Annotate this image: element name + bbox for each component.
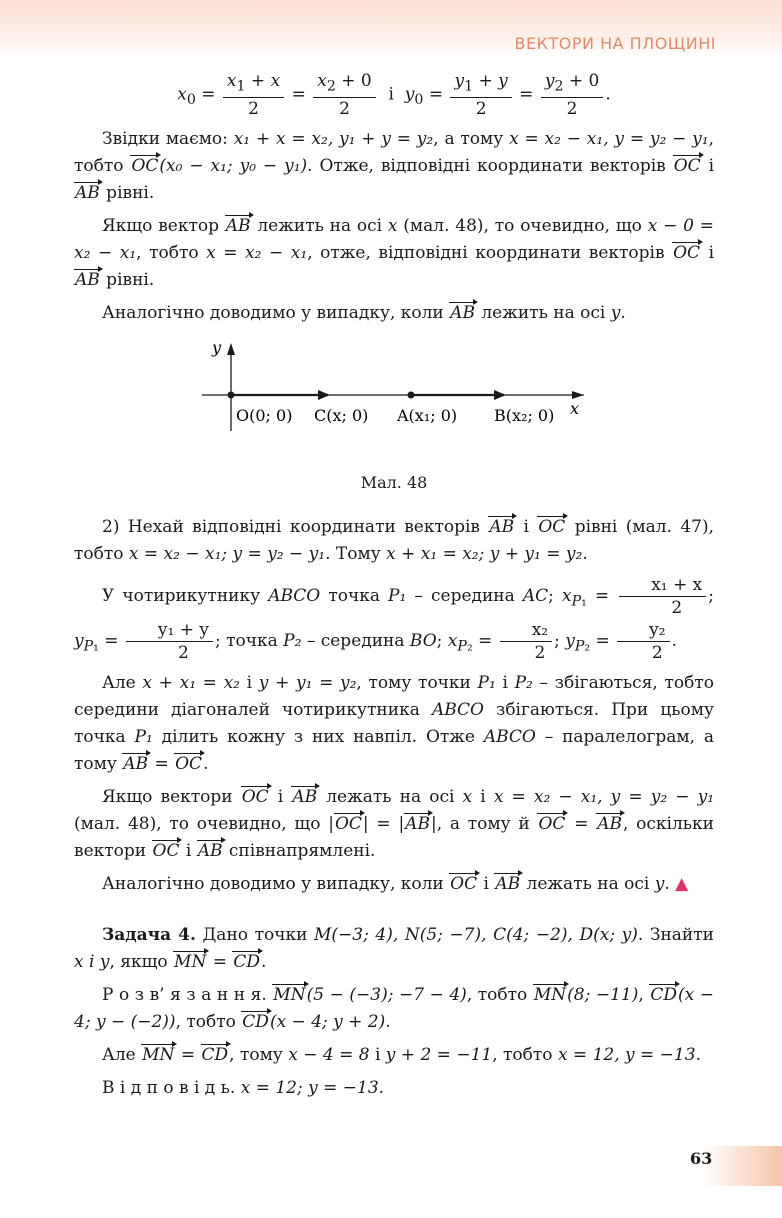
- vector-ab-arrow: [494, 390, 506, 400]
- point-a: [408, 392, 415, 399]
- page-tab: [702, 1146, 782, 1186]
- paragraph-7: Якщо вектори OC і AB лежать на осі x і x = x₂ − x₁, y = y₂ − y₁ (мал. 48), то очевидно, що |OC| = |AB|, а тому й OC = AB, оскільки вектори OC і AB співнапрямлені.: [74, 787, 715, 862]
- point-o: [228, 392, 235, 399]
- paragraph-1: Звідки маємо: x₁ + x = x₂, y₁ + y = y₂, а тому x = x₂ − x₁, y = y₂ − y₁, тобто OC(x₀ − x₁; y₀ − y₁). Отже, відповідні координати векторів OC і AB рівні.: [74, 129, 715, 204]
- solution-2: Але MN = CD, тому x − 4 = 8 і y + 2 = −11, тобто x = 12, y = −13.: [102, 1045, 701, 1066]
- chapter-title: ВЕКТОРИ НА ПЛОЩИНІ: [514, 34, 716, 53]
- frac: $\frac{y_1 + y}{2}$: [450, 70, 511, 120]
- figure-48-svg: [74, 335, 714, 465]
- label-o: O(0; 0): [236, 406, 293, 426]
- solution: Р о з в’ я з а н н я. MN(5 − (−3); −7 − 4), тобто MN(8; −11), CD(x − 4; y − (−2)), тобто CD(x − 4; y + 2).: [74, 985, 714, 1033]
- y-axis-arrow: [227, 343, 235, 355]
- paragraph-5: У чотирикутнику ABCO точка P₁ – середина AC; $x_{P_1}$ = $\frac{\text{x₁ + x}}{2}$ ; $y_{P_1}$ = $\frac{\text{y₁ + y}}{2}$ ; точка P₂ – середина BO; $x_{P_2}$ = $\frac{\text{x₂}}{2}$ ; $y_{P_2}$ = $\frac{\text{y₂}}{2}$ .: [74, 575, 714, 664]
- label-b: B(x₂; 0): [494, 406, 555, 426]
- frac-yp1: $\frac{\text{y₁ + y}}{2}$: [126, 619, 213, 664]
- paragraph-8: Аналогічно доводимо у випадку, коли OC і AB лежать на осі y. ▲: [102, 874, 689, 895]
- frac: $\frac{x_1 + x}{2}$: [223, 70, 284, 120]
- vector-oc-arrow: [318, 390, 330, 400]
- figure-48: [74, 335, 714, 465]
- formula-midpoint: $x_0$ = $\frac{x_1 + x}{2}$ = $\frac{x_2 + 0}{2}$ і $y_0$ = $\frac{y_1 + y}{2}$ = $\frac{y_2 + 0}{2}$ .: [177, 71, 611, 120]
- label-a: A(x₁; 0): [397, 406, 458, 426]
- frac-yp2: $\frac{\text{y₂}}{2}$: [617, 619, 669, 664]
- end-of-proof-icon: ▲: [675, 874, 689, 895]
- paragraph-2: Якщо вектор AB лежить на осі x (мал. 48), то очевидно, що x − 0 = x₂ − x₁, тобто x = x₂ − x₁, отже, відповідні координати векторів OC і AB рівні.: [74, 216, 715, 291]
- paragraph-4: 2) Нехай відповідні координати векторів AB і OC рівні (мал. 47), тобто x = x₂ − x₁; y = y₂ − y₁. Тому x + x₁ = x₂; y + y₁ = y₂.: [74, 517, 715, 565]
- task-4: Задача 4. Дано точки M(−3; 4), N(5; −7), C(4; −2), D(x; y). Знайти x і y, якщо MN = CD.: [74, 925, 715, 973]
- page-content: [74, 70, 714, 1102]
- x-axis-arrow: [572, 391, 584, 399]
- axis-y-label: y: [212, 338, 222, 358]
- frac: $\frac{y_2 + 0}{2}$: [541, 70, 604, 120]
- figure-caption: Мал. 48: [360, 473, 428, 493]
- answer: В і д п о в і д ь. x = 12; y = −13.: [102, 1078, 385, 1099]
- axis-x-label: x: [570, 399, 580, 419]
- paragraph-3: Аналогічно доводимо у випадку, коли AB лежить на осі y.: [102, 303, 626, 324]
- frac: $\frac{x_2 + 0}{2}$: [313, 70, 375, 120]
- page-number: 63: [690, 1149, 713, 1168]
- label-c: C(x; 0): [314, 406, 369, 426]
- paragraph-6: Але x + x₁ = x₂ і y + y₁ = y₂, тому точки P₁ і P₂ – збігаються, тобто середини діагоналей чотирикутника ABCO збігаються. При цьому точка P₁ ділить кожну з них навпіл. Отже ABCO – паралелограм, а тому AB = OC.: [74, 673, 715, 775]
- frac-xp1: $\frac{\text{x₁ + x}}{2}$: [619, 574, 706, 619]
- frac-xp2: $\frac{\text{x₂}}{2}$: [500, 619, 552, 664]
